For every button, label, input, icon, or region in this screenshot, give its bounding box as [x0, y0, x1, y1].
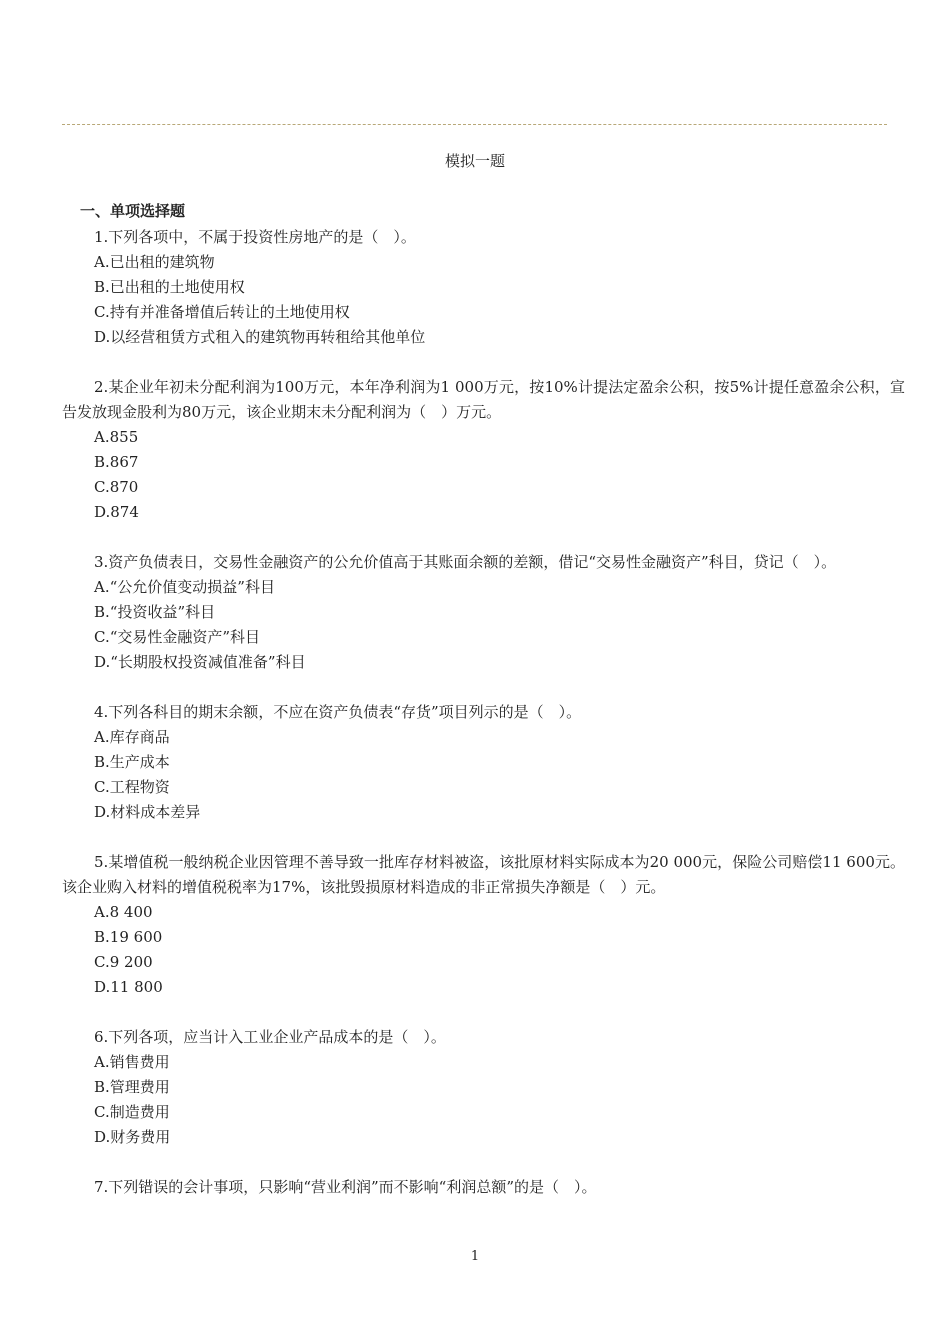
- question-1: [62, 225, 905, 350]
- question-7: [62, 1175, 905, 1200]
- question-6: [62, 1025, 905, 1150]
- question-list: [62, 225, 905, 1225]
- header-dashed-rule: [62, 124, 887, 125]
- option-b: B.已出租的土地使用权: [94, 278, 245, 296]
- question-stem: 7.下列错误的会计事项，只影响“营业利润”而不影响“利润总额”的是（ ）。: [94, 1178, 597, 1196]
- option-a: A.855: [94, 428, 139, 446]
- question-4: [62, 700, 905, 825]
- page-number: 1: [470, 1249, 480, 1264]
- question-3: [62, 550, 905, 675]
- question-stem: 2.某企业年初未分配利润为100万元，本年净利润为1 000万元，按10%计提法定盈余公积，按5%计提任意盈余公积，宣告发放现金股利为80万元，该企业期末未分配利润为（ ）万元。: [62, 378, 905, 421]
- option-d: D.财务费用: [94, 1128, 171, 1146]
- option-a: A.销售费用: [94, 1053, 170, 1071]
- option-b: B.19 600: [94, 928, 163, 946]
- option-a: A.库存商品: [94, 728, 170, 746]
- option-c: C.“交易性金融资产”科目: [94, 628, 261, 646]
- section-heading: 一、单项选择题: [80, 202, 186, 220]
- question-2: [62, 375, 905, 525]
- option-c: C.制造费用: [94, 1103, 170, 1121]
- option-a: A.已出租的建筑物: [94, 253, 215, 271]
- document-title: 模拟一题: [444, 152, 505, 170]
- question-stem: 5.某增值税一般纳税企业因管理不善导致一批库存材料被盗，该批原材料实际成本为20 000元，保险公司赔偿11 600元。该企业购入材料的增值税税率为17%，该批毁损原材料造成的非正常损失净额是（ ）元。: [62, 853, 905, 896]
- question-5: [62, 850, 905, 1000]
- question-stem: 4.下列各科目的期末余额，不应在资产负债表“存货”项目列示的是（ ）。: [94, 703, 582, 721]
- option-a: A.8 400: [94, 903, 153, 921]
- option-d: D.11 800: [94, 978, 163, 996]
- option-b: B.生产成本: [94, 753, 170, 771]
- option-d: D.“长期股权投资减值准备”科目: [94, 653, 306, 671]
- option-c: C.工程物资: [94, 778, 170, 796]
- option-c: C.持有并准备增值后转让的土地使用权: [94, 303, 350, 321]
- option-d: D.材料成本差异: [94, 803, 201, 821]
- option-c: C.870: [94, 478, 139, 496]
- option-b: B.“投资收益”科目: [94, 603, 216, 621]
- question-stem: 1.下列各项中，不属于投资性房地产的是（ ）。: [94, 228, 416, 246]
- option-c: C.9 200: [94, 953, 153, 971]
- option-d: D.以经营租赁方式租入的建筑物再转租给其他单位: [94, 328, 426, 346]
- option-d: D.874: [94, 503, 139, 521]
- option-a: A.“公允价值变动损益”科目: [94, 578, 275, 596]
- question-stem: 6.下列各项，应当计入工业企业产品成本的是（ ）。: [94, 1028, 446, 1046]
- option-b: B.867: [94, 453, 139, 471]
- option-b: B.管理费用: [94, 1078, 170, 1096]
- question-stem: 3.资产负债表日，交易性金融资产的公允价值高于其账面余额的差额，借记“交易性金融资产”科目，贷记（ ）。: [94, 553, 837, 571]
